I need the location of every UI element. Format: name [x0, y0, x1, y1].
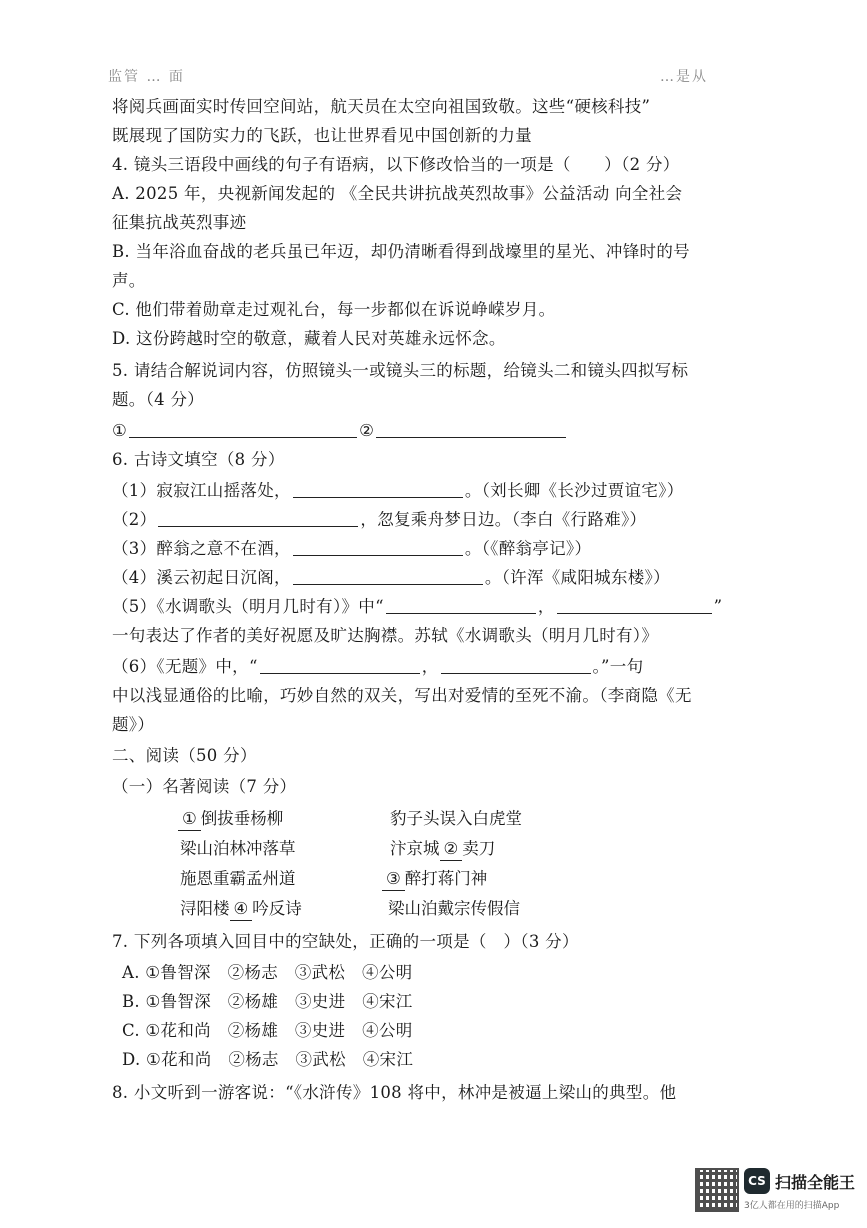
- q6-item-6: [112, 656, 643, 678]
- answer-blank[interactable]: [293, 539, 463, 556]
- chapter-title-2: 豹子头误入白虎堂: [390, 809, 522, 828]
- q6-source: ，忽复乘舟梦日边。（李白《行路难》）: [360, 510, 647, 529]
- question-7: 7. 下列各项填入回目中的空缺处，正确的一项是（ ）（3 分）: [112, 932, 579, 951]
- q6-text: ，: [537, 597, 555, 616]
- question-4: 4. 镜头三语段中画线的句子有语病，以下修改恰当的一项是（ ）（2 分）: [112, 155, 680, 174]
- q7-option-b: B. ①鲁智深 ②杨雄 ③史进 ④宋江: [122, 992, 413, 1011]
- question-6: 6. 古诗文填空（8 分）: [112, 450, 285, 469]
- q6-text: （6）《无题》中，“: [112, 657, 258, 676]
- chapter-title-4: [390, 838, 495, 861]
- question-5-cont: 题。（4 分）: [112, 390, 205, 409]
- chapter-text: 卖刀: [462, 839, 496, 858]
- q7-option-d: D. ①花和尚 ②杨志 ③武松 ④宋江: [122, 1050, 414, 1069]
- q5-marker-1: ①: [112, 421, 128, 440]
- q6-item-6-cont2: 题》）: [112, 715, 155, 734]
- q7-option-a: A. ①鲁智深 ②杨志 ③武松 ④公明: [122, 963, 413, 982]
- q4-option-b-cont: 声。: [112, 271, 146, 290]
- q6-item-5: [112, 596, 722, 618]
- chapter-text: 浔阳楼: [180, 899, 230, 918]
- q6-source: 。（许浑《咸阳城东楼》）: [484, 568, 670, 587]
- question-8: 8. 小文听到一游客说：“《水浒传》108 将中，林冲是被逼上梁山的典型。他: [112, 1083, 677, 1102]
- brand-name: 扫描全能王: [775, 1173, 856, 1192]
- chapter-title-3: 梁山泊林冲落草: [180, 839, 296, 858]
- text-line: 将阅兵画面实时传回空间站，航天员在太空向祖国致敬。这些“硬核科技”: [112, 97, 651, 116]
- answer-blank[interactable]: [129, 421, 357, 438]
- chapter-title-8: 梁山泊戴宗传假信: [388, 899, 520, 918]
- chapter-blank-3: ③: [382, 868, 405, 891]
- q6-text: （2）: [112, 510, 157, 529]
- q5-answer-line: [112, 420, 568, 442]
- q4-option-b: B. 当年浴血奋战的老兵虽已年迈，却仍清晰看得到战壕里的星光、冲锋时的号: [112, 242, 690, 261]
- chapter-text: 倒拔垂杨柳: [200, 809, 284, 828]
- answer-blank[interactable]: [293, 568, 483, 585]
- section-2-1-heading: （一）名著阅读（7 分）: [112, 777, 297, 796]
- header-left: 监管 … 面: [108, 69, 185, 85]
- q4-option-d: D. 这份跨越时空的敬意，藏着人民对英雄永远怀念。: [112, 329, 506, 348]
- chapter-title-5: 施恩重霸孟州道: [180, 869, 296, 888]
- q6-item-3: [112, 538, 591, 560]
- chapter-text: 醉打蒋门神: [404, 869, 488, 888]
- q6-source: 。（《醉翁亭记》）: [464, 539, 592, 558]
- text-line: 既展现了国防实力的飞跃，也让世界看见中国创新的力量: [112, 126, 532, 145]
- q6-text: （4）溪云初起日沉阁，: [112, 568, 291, 587]
- answer-blank[interactable]: [158, 510, 358, 527]
- q6-item-6-cont: 中以浅显通俗的比喻，巧妙自然的双关，写出对爱情的至死不渝。（李商隐《无: [112, 686, 692, 705]
- answer-blank[interactable]: [260, 657, 420, 674]
- chapter-blank-4: ④: [230, 898, 253, 921]
- answer-blank[interactable]: [376, 421, 566, 438]
- faint-header: [108, 66, 708, 86]
- q7-option-c: C. ①花和尚 ②杨雄 ③史进 ④公明: [122, 1021, 413, 1040]
- q4-option-c: C. 他们带着勋章走过观礼台，每一步都似在诉说峥嵘岁月。: [112, 300, 556, 319]
- q6-text: （3）醉翁之意不在酒，: [112, 539, 291, 558]
- chapter-title-6: [382, 868, 487, 891]
- section-2-heading: 二、阅读（50 分）: [112, 746, 257, 765]
- q6-text: （1）寂寂江山摇落处，: [112, 481, 291, 500]
- chapter-blank-1: ①: [178, 808, 201, 831]
- q6-text: ，: [421, 657, 439, 676]
- answer-blank[interactable]: [441, 657, 591, 674]
- q4-option-a: A. 2025 年，央视新闻发起的 《全民共讲抗战英烈故事》公益活动 向全社会: [112, 184, 683, 203]
- chapter-title-1: [178, 808, 283, 831]
- question-5: 5. 请结合解说词内容，仿照镜头一或镜头三的标题，给镜头二和镜头四拟写标: [112, 361, 689, 380]
- q6-item-4: [112, 567, 670, 589]
- q6-text: ”: [713, 597, 723, 616]
- brand-tagline: 3亿人都在用的扫描App: [744, 1201, 840, 1211]
- camscanner-logo-icon: CS: [744, 1168, 770, 1194]
- qr-code-icon: [695, 1168, 739, 1212]
- q5-marker-2: ②: [359, 421, 375, 440]
- q4-option-a-cont: 征集抗战英烈事迹: [112, 213, 247, 232]
- q6-item-2: [112, 509, 646, 531]
- q6-text: 。”一句: [592, 657, 644, 676]
- q6-item-1: [112, 480, 684, 502]
- chapter-text: 汴京城: [390, 839, 440, 858]
- header-right: …是从: [660, 69, 708, 85]
- chapter-title-7: [180, 898, 302, 921]
- chapter-text: 吟反诗: [252, 899, 302, 918]
- q6-text: （5）《水调歌头（明月几时有）》中“: [112, 597, 384, 616]
- answer-blank[interactable]: [557, 597, 712, 614]
- answer-blank[interactable]: [386, 597, 536, 614]
- q6-source: 。（刘长卿《长沙过贾谊宅》）: [464, 481, 684, 500]
- q6-item-5-cont: 一句表达了作者的美好祝愿及旷达胸襟。苏轼《水调歌头（明月几时有）》: [112, 626, 659, 645]
- answer-blank[interactable]: [293, 481, 463, 498]
- chapter-blank-2: ②: [440, 838, 463, 861]
